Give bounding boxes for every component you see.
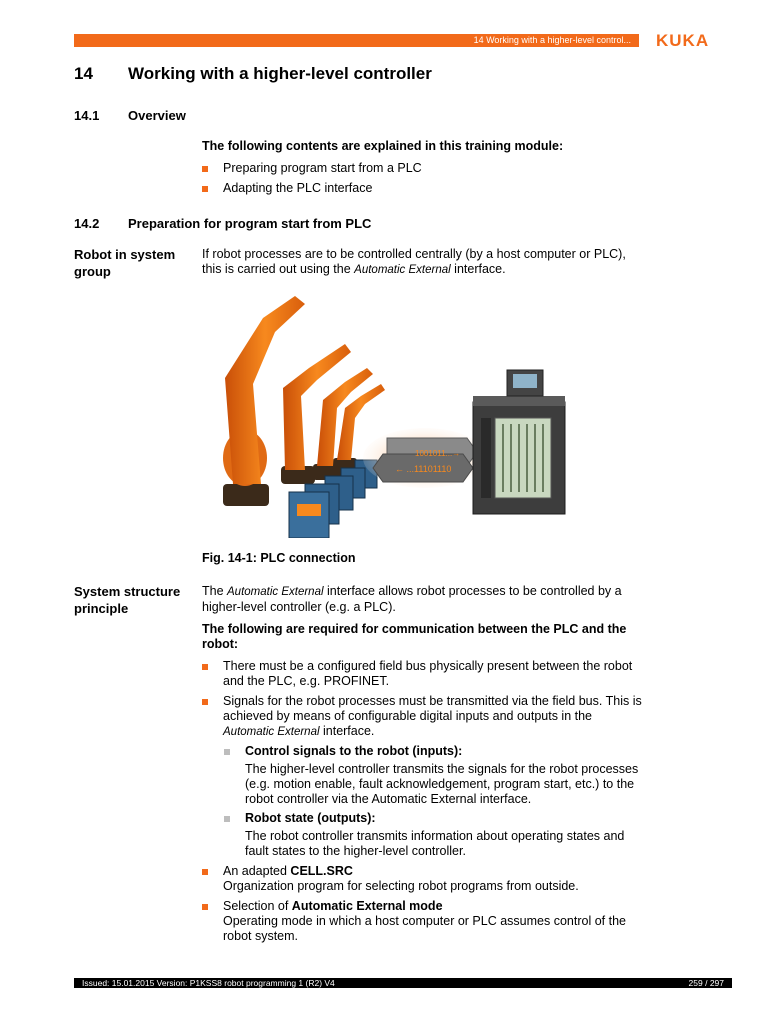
structure-body	[202, 584, 642, 949]
list-item: Adapting the PLC interface	[202, 181, 642, 196]
italic-term: Automatic External	[223, 726, 320, 738]
bold-term: CELL.SRC	[290, 864, 353, 878]
text: The	[202, 584, 228, 598]
overview-intro: The following contents are explained in this training module:	[202, 139, 564, 153]
list-item	[202, 864, 642, 894]
running-header: 14 Working with a higher-level control...	[74, 34, 639, 47]
side-label-system-structure: System structure principle	[74, 584, 181, 616]
issue-info: Issued: 15.01.2015 Version: P1KSS8 robot programming 1 (R2) V4	[82, 978, 335, 988]
list-item: Preparing program start from a PLC	[202, 161, 642, 176]
robot-system-paragraph	[202, 247, 642, 278]
structure-paragraph	[202, 584, 642, 615]
text: Operating mode in which a host computer or PLC assumes control of the robot system.	[223, 914, 626, 943]
section-heading-preparation	[74, 216, 371, 231]
section-heading-overview	[74, 108, 186, 123]
plc-connection-figure	[205, 288, 580, 543]
requirements-list	[202, 659, 642, 944]
section-number: 14.2	[74, 216, 100, 231]
page-number: 259 / 297	[688, 978, 724, 988]
sub-item-text: The robot controller transmits information about operating states and fault states to the higher-level controller.	[245, 829, 625, 858]
signal-bits-label: ...11101110	[406, 464, 452, 474]
list-item	[223, 811, 642, 859]
plc-connection-illustration	[205, 288, 580, 538]
data-exchange-arrow	[363, 428, 487, 488]
list-item	[223, 744, 642, 807]
overview-body	[202, 139, 642, 201]
chapter-number: 14	[74, 64, 93, 83]
sub-item-text: The higher-level controller transmits the signals for the robot processes (e.g. motion enable, fault acknowledgement, program start, etc.) to the robot controller via the Automatic External interface.	[245, 762, 639, 806]
side-label-robot-in-system-group: Robot in system group	[74, 247, 176, 279]
sub-item-title: Robot state (outputs):	[245, 811, 376, 825]
section-number: 14.1	[74, 108, 100, 123]
kuka-logo: KUKA	[656, 31, 710, 50]
text: Signals for the robot processes must be transmitted via the field bus. This is achieved by means of configurable digital inputs and outputs in the	[223, 694, 642, 723]
chapter-heading	[74, 64, 432, 84]
section-title: Overview	[128, 108, 186, 123]
text: Selection of	[223, 899, 292, 913]
svg-text:1001011...→: 1001011...→	[415, 449, 461, 458]
plc-cabinet	[473, 370, 565, 514]
text: interface.	[450, 262, 506, 276]
svg-text:← ...11101110: ← ...11101110	[395, 464, 452, 474]
text: If robot processes are to be controlled centrally (by a host computer or PLC), this is carried out using the	[202, 247, 626, 276]
requirements-heading: The following are required for communication between the PLC and the robot:	[202, 622, 627, 651]
text: An adapted	[223, 864, 291, 878]
list-item	[202, 899, 642, 944]
overview-list	[202, 161, 642, 196]
list-item: There must be a configured field bus physically present between the robot and the PLC, e.g. PROFINET.	[202, 659, 642, 689]
text: interface.	[319, 724, 375, 738]
page-footer	[74, 978, 732, 988]
figure-caption: Fig. 14-1: PLC connection	[202, 551, 356, 565]
chapter-title: Working with a higher-level controller	[128, 64, 432, 83]
italic-term: Automatic External	[227, 586, 324, 598]
text: Organization program for selecting robot programs from outside.	[223, 879, 579, 893]
text: interface allows robot processes to be controlled by a higher-level controller (e.g. a PLC).	[202, 584, 622, 614]
signal-sublist	[223, 744, 642, 859]
sub-item-title: Control signals to the robot (inputs):	[245, 744, 463, 758]
italic-term: Automatic External	[354, 264, 451, 276]
list-item	[202, 694, 642, 859]
bold-term: Automatic External mode	[291, 899, 443, 913]
section-title: Preparation for program start from PLC	[128, 216, 372, 231]
